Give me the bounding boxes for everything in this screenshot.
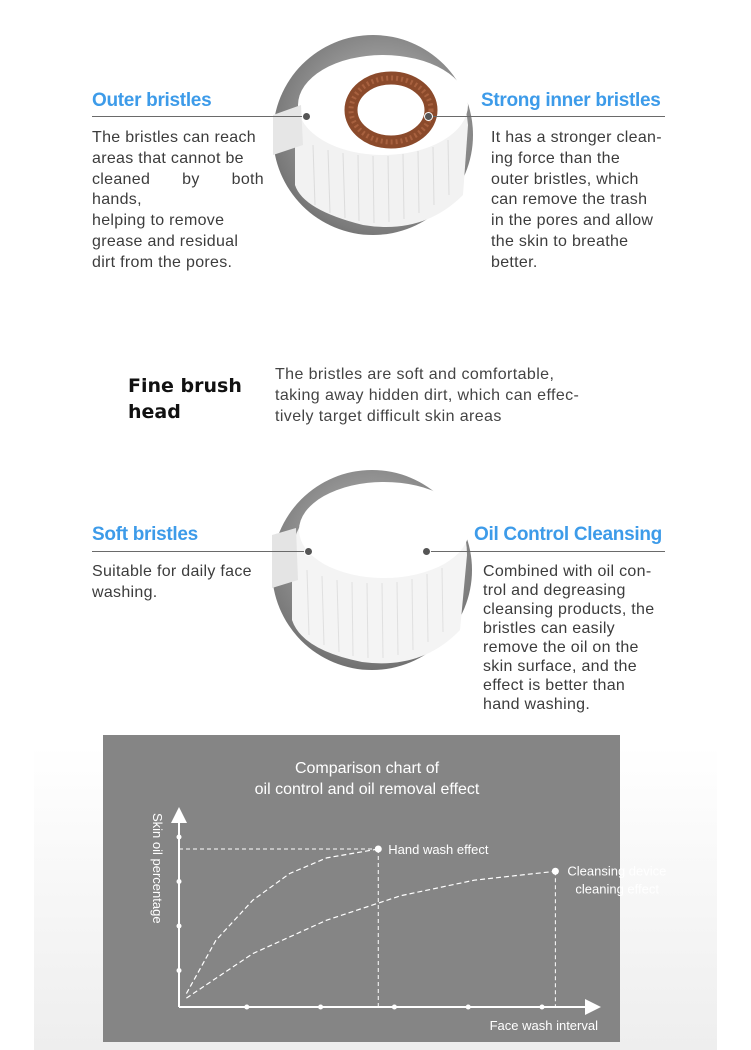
soft-bristles-leader-line: [92, 551, 307, 552]
y-axis-label: Skin oil percentage: [150, 813, 165, 924]
brush-head-illustration: [273, 35, 473, 235]
x-tick-4: [466, 1005, 471, 1010]
series-1-label: Hand wash effect: [388, 842, 489, 858]
outer-bristles-description: The bristles can reach areas that cannot be cleaned by both hands, helping to remove grease and residual dirt from the pores.: [92, 129, 264, 271]
fine-brush-head-description: The bristles are soft and comfortable, taking away hidden dirt, which can effec- tively target difficult skin areas: [275, 366, 580, 425]
x-tick-3: [392, 1005, 397, 1010]
series-2-endpoint: [552, 868, 559, 875]
oil-control-description: Combined with oil con- trol and degreasing cleansing products, the bristles can easily remove the oil on the skin surface, and the effect is better than hand washing.: [483, 563, 655, 713]
oil-control-cleansing-heading: Oil Control Cleansing: [474, 524, 662, 545]
outer-bristles-leader-line: [92, 116, 306, 117]
chart-title-line2: oil control and oil removal effect: [254, 781, 480, 798]
inner-bristles-marker: [424, 112, 433, 121]
outer-bristles-marker: [302, 112, 311, 121]
series-1-endpoint: [375, 846, 382, 853]
y-tick-1: [177, 968, 182, 973]
brush-head-photo-ring-bristles: [273, 35, 473, 235]
fine-brush-head-title: Fine brush head: [128, 375, 242, 423]
oil-control-leader-line: [426, 551, 665, 552]
y-tick-2: [177, 924, 182, 929]
x-axis-label: Face wash interval: [489, 1018, 598, 1033]
brush-head-photo-soft: [272, 470, 472, 670]
chart-title-line1: Comparison chart of: [294, 760, 440, 777]
soft-brush-illustration: [272, 470, 472, 670]
series-2-label-line2: cleaning effect: [575, 881, 659, 897]
y-tick-4: [177, 835, 182, 840]
inner-bristles-description: It has a stronger clean- ing force than the outer bristles, which can remove the trash in the pores and allow the skin to breathe better.: [491, 129, 662, 271]
comparison-chart-panel: [103, 735, 667, 1042]
series-line-2: [186, 871, 555, 998]
soft-bristles-marker: [304, 547, 313, 556]
oil-control-marker: [422, 547, 431, 556]
inner-bristles-leader-line: [428, 116, 665, 117]
x-tick-1: [244, 1005, 249, 1010]
y-tick-3: [177, 879, 182, 884]
x-tick-5: [540, 1005, 545, 1010]
series-line-1: [186, 849, 378, 994]
comparison-chart: [103, 735, 667, 1042]
x-tick-2: [318, 1005, 323, 1010]
strong-inner-bristles-heading: Strong inner bristles: [481, 90, 661, 111]
soft-bristles-heading: Soft bristles: [92, 524, 198, 545]
outer-bristles-heading: Outer bristles: [92, 90, 212, 111]
soft-bristles-description: Suitable for daily face washing.: [92, 563, 252, 601]
series-2-label-line1: Cleansing device: [567, 863, 667, 879]
